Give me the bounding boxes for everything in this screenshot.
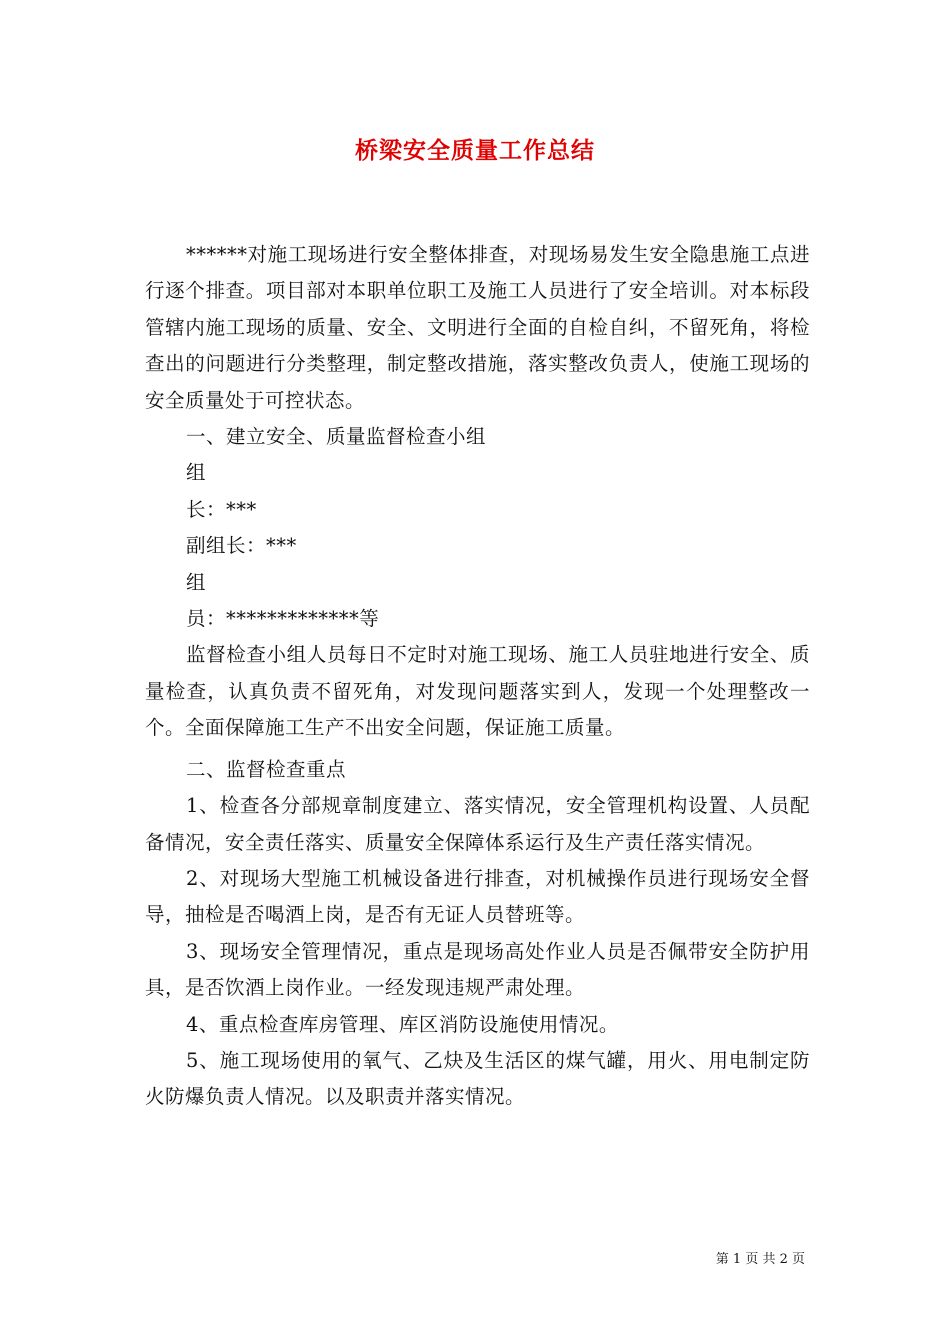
- list-item-4: 4、重点检查库房管理、库区消防设施使用情况。: [185, 1012, 619, 1036]
- paragraph-intro: ******对施工现场进行安全整体排查，对现场易发生安全隐患施工点进行逐个排查。项目部对本职单位职工及施工人员进行了安全培训。对本标段管辖内施工现场的质量、安全、文明进行全面的自检自纠，不留死角，将检查出的问题进行分类整理，制定整改措施，落实整改负责人，使施工现场的安全质量处于可控状态。: [145, 243, 810, 412]
- group-leader-label: 组: [185, 461, 206, 485]
- group-member-label: 组: [185, 570, 206, 594]
- list-item-1: 1、检查各分部规章制度建立、落实情况，安全管理机构设置、人员配备情况，安全责任落实、质量安全保障体系运行及生产责任落实情况。: [145, 794, 810, 854]
- group-leader-value: 长：***: [185, 497, 257, 521]
- list-item-3: 3、现场安全管理情况，重点是现场高处作业人员是否佩带安全防护用具，是否饮酒上岗作业。一经发现违规严肃处理。: [145, 939, 810, 1000]
- section-heading-1: 一、建立安全、质量监督检查小组: [185, 425, 486, 449]
- deputy-leader: 副组长：***: [185, 534, 297, 558]
- paragraph-supervision: 监督检查小组人员每日不定时对施工现场、施工人员驻地进行安全、质量检查，认真负责不留死角，对发现问题落实到人，发现一个处理整改一个。全面保障施工生产不出安全问题，保证施工质量。: [145, 643, 810, 740]
- group-member-value: 员：*************等: [185, 607, 380, 631]
- page-number: 第 1 页 共 2 页: [715, 1252, 805, 1267]
- document-body: [145, 237, 810, 1116]
- list-item-2: 2、对现场大型施工机械设备进行排查，对机械操作员进行现场安全督导，抽检是否喝酒上岗，是否有无证人员替班等。: [145, 866, 810, 927]
- section-heading-2: 二、监督检查重点: [185, 757, 346, 781]
- document-title: 桥梁安全质量工作总结: [355, 137, 595, 164]
- list-item-5: 5、施工现场使用的氧气、乙炔及生活区的煤气罐，用火、用电制定防火防爆负责人情况。以及职责并落实情况。: [145, 1048, 810, 1109]
